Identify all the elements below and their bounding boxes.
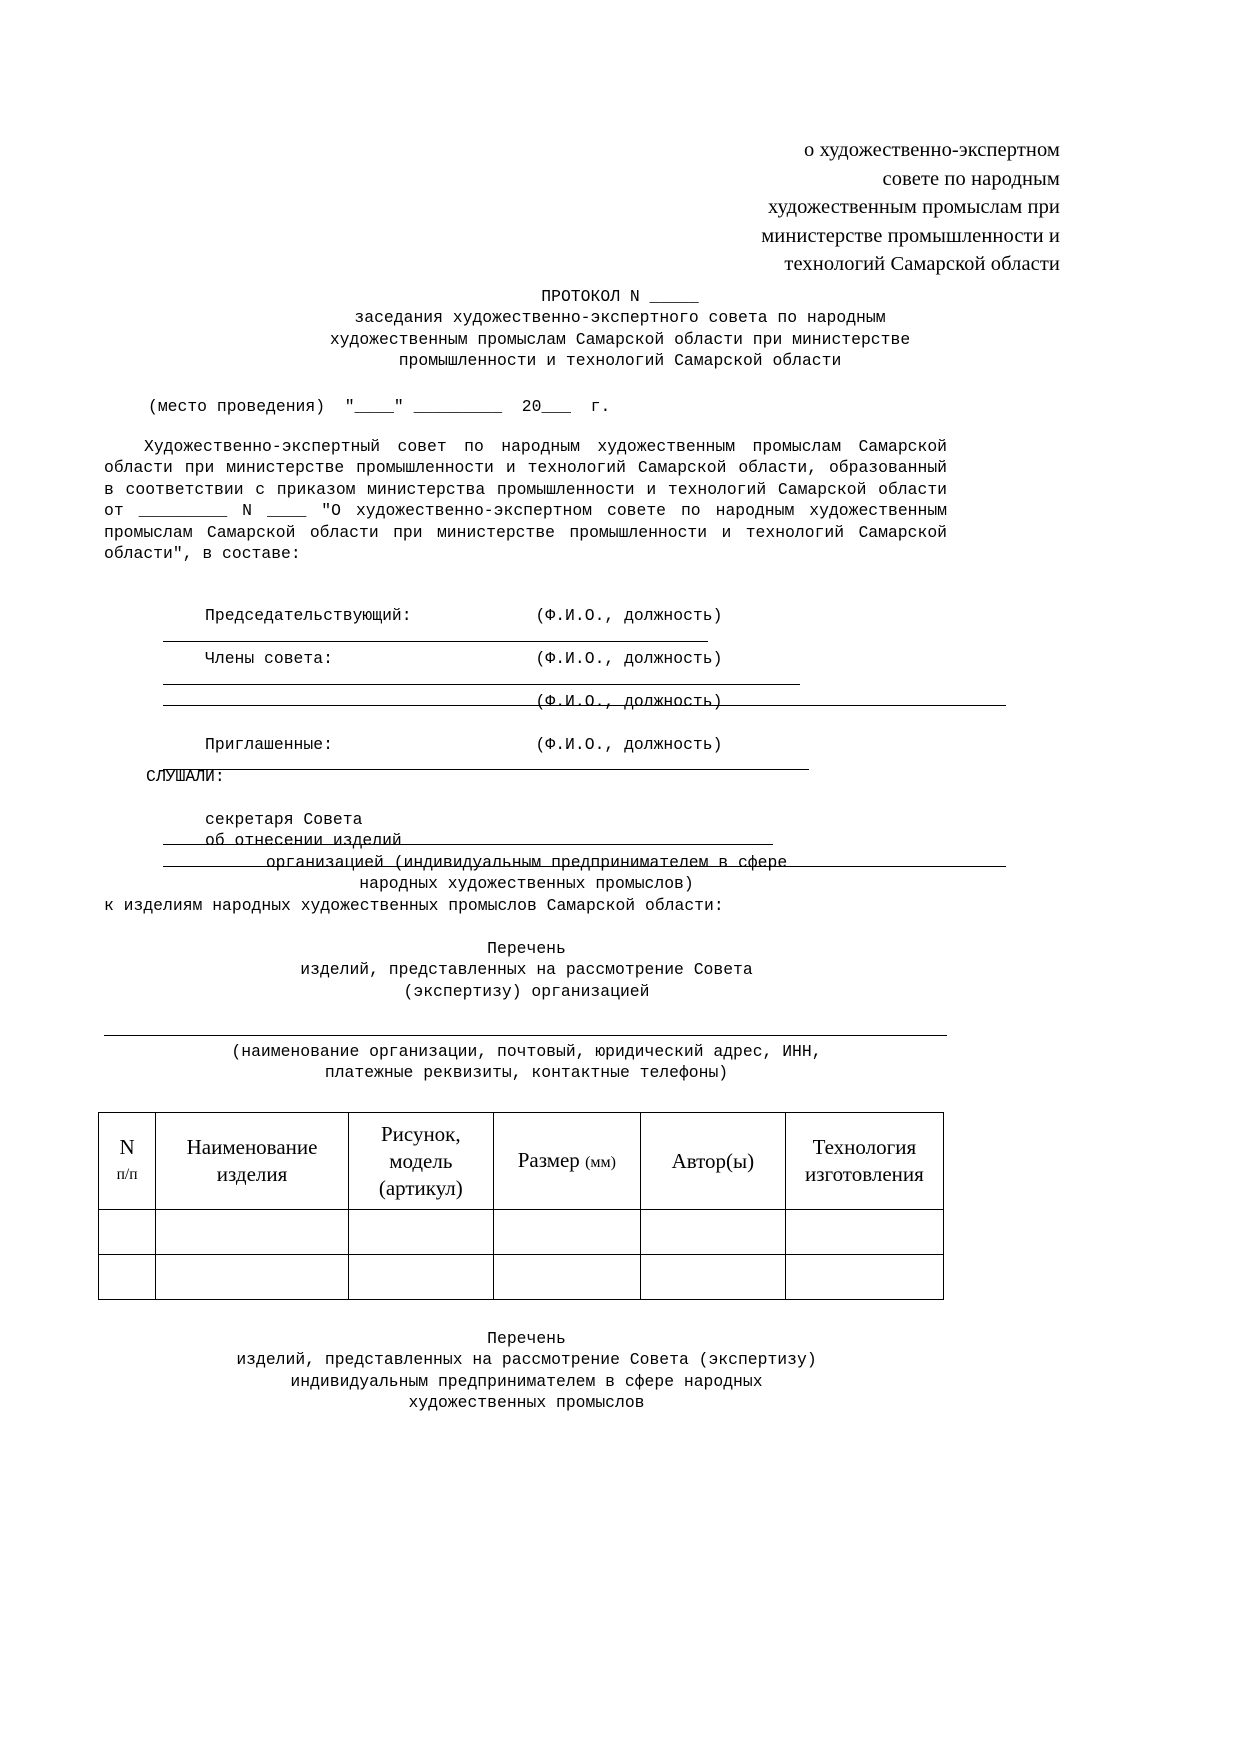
heard-block: [104, 766, 949, 852]
protocol-subtitle-line-3: промышленности и технологий Самарской области: [398, 351, 842, 371]
protocol-subtitle-line-1: заседания художественно-экспертного совета по народным: [354, 308, 886, 328]
list-ip-line-3: индивидуальным предпринимателем в сфере народных: [290, 1371, 763, 1391]
members-fio-caption-1: (Ф.И.О., должность): [535, 649, 723, 669]
table-header-name-line-2: изделия: [216, 1162, 288, 1186]
header-line-4: министерстве промышленности и: [761, 224, 1060, 247]
table-header-picture-line-3: (артикул): [378, 1175, 463, 1200]
cell-size[interactable]: [493, 1255, 640, 1300]
members-row-2: [104, 670, 949, 691]
cell-author[interactable]: [640, 1210, 785, 1255]
table-header-row: [99, 1113, 944, 1210]
table-header-number-sub: п/п: [116, 1166, 138, 1183]
list-ip-line-4: художественных промыслов: [408, 1393, 645, 1413]
table-header-technology: [785, 1113, 943, 1210]
chair-fio-caption: (Ф.И.О., должность): [535, 606, 723, 626]
table-header-number: [99, 1113, 156, 1210]
table-header-name: [156, 1113, 349, 1210]
cell-number[interactable]: [99, 1255, 156, 1300]
organization-name-caption: [104, 1041, 949, 1084]
table-row[interactable]: [99, 1255, 944, 1300]
table-header-picture-line-2: модель: [389, 1148, 453, 1173]
header-line-1: о художественно-экспертном: [804, 139, 1060, 161]
table-header-author: [640, 1113, 785, 1210]
place-and-date-line: (место проведения) "____" _________ 20___ г.: [148, 397, 611, 416]
invited-label: Приглашенные:: [205, 734, 333, 754]
organization-caption-block: [104, 852, 949, 916]
list-ip-line-2: изделий, представленных на рассмотрение Совета (экспертизу): [236, 1350, 817, 1370]
members-field-rule-2[interactable]: [163, 691, 1006, 706]
table-header-name-line-1: Наименование: [186, 1135, 318, 1159]
list-ip-block: [104, 1328, 949, 1414]
members-fio-caption-2: (Ф.И.О., должность): [535, 691, 723, 711]
cell-author[interactable]: [640, 1255, 785, 1300]
composition-block: [104, 584, 949, 755]
organization-caption-line-2: народных художественных промыслов): [359, 874, 694, 894]
header-line-2: совете по народным: [882, 167, 1060, 190]
members-label: Члены совета:: [205, 649, 333, 669]
cell-name[interactable]: [156, 1210, 349, 1255]
list-ip-title: Перечень: [487, 1329, 566, 1348]
list-org-line-3: (экспертизу) организацией: [403, 981, 650, 1001]
table-header-size-unit: (мм): [585, 1153, 616, 1171]
document-header: [500, 136, 1060, 279]
chair-label: Председательствующий:: [205, 606, 412, 626]
table-row[interactable]: [99, 1210, 944, 1255]
organization-name-caption-line-2: платежные реквизиты, контактные телефоны): [324, 1063, 729, 1083]
title-block: [110, 286, 1130, 372]
table-header-picture-line-1: Рисунок,: [380, 1121, 461, 1146]
protocol-number-line: ПРОТОКОЛ N _____: [541, 287, 699, 306]
cell-picture[interactable]: [348, 1255, 493, 1300]
secretary-label: секретаря Совета: [205, 809, 363, 829]
table-body: [99, 1210, 944, 1300]
invited-fio-caption: (Ф.И.О., должность): [535, 734, 723, 754]
organization-name-caption-line-1: (наименование организации, почтовый, юридический адрес, ИНН,: [231, 1042, 822, 1061]
organization-caption-line-1: организацией (индивидуальным предпринимателем в сфере: [265, 853, 788, 872]
cell-picture[interactable]: [348, 1210, 493, 1255]
header-line-3: художественным промыслам при: [768, 196, 1060, 218]
organization-name-rule[interactable]: [104, 1035, 947, 1036]
cell-name[interactable]: [156, 1255, 349, 1300]
table-header-size-main: Размер: [517, 1147, 580, 1172]
items-table: [98, 1112, 944, 1300]
cell-number[interactable]: [99, 1210, 156, 1255]
table-header-technology-line-1: Технология: [812, 1135, 917, 1159]
header-line-5: технологий Самарской области: [784, 253, 1060, 275]
attribution-label: об отнесении изделий: [205, 831, 402, 851]
table-header-technology-line-2: изготовления: [804, 1162, 924, 1186]
cell-technology[interactable]: [785, 1255, 943, 1300]
list-org-block: [104, 938, 949, 1002]
cell-technology[interactable]: [785, 1210, 943, 1255]
table-header-picture: [348, 1113, 493, 1210]
cell-size[interactable]: [493, 1210, 640, 1255]
protocol-subtitle-line-2: художественным промыслам Самарской области при министерстве: [329, 329, 911, 349]
list-org-line-2: изделий, представленных на рассмотрение Совета: [300, 960, 753, 980]
table-header-number-main: N: [119, 1135, 135, 1159]
table-header-size: [493, 1113, 640, 1210]
table-header-author-label: Автор(ы): [671, 1148, 755, 1173]
main-paragraph: Художественно-экспертный совет по народным художественным промыслам Самарской области при министерстве промышленности и технологий Самарской области, образованный в соответствии с приказом министерства промышленности и технологий Самарской области от _________ N ____ "О художественно-экспертном совете по народным художественным промыслам Самарской области при министерстве промышленности и технологий Самарской области", в составе:: [104, 437, 947, 564]
list-org-title: Перечень: [487, 939, 566, 958]
organization-caption-line-3: к изделиям народных художественных промыслов Самарской области:: [104, 895, 724, 915]
secretary-row: [104, 787, 949, 829]
heard-heading: СЛУШАЛИ:: [146, 767, 225, 786]
